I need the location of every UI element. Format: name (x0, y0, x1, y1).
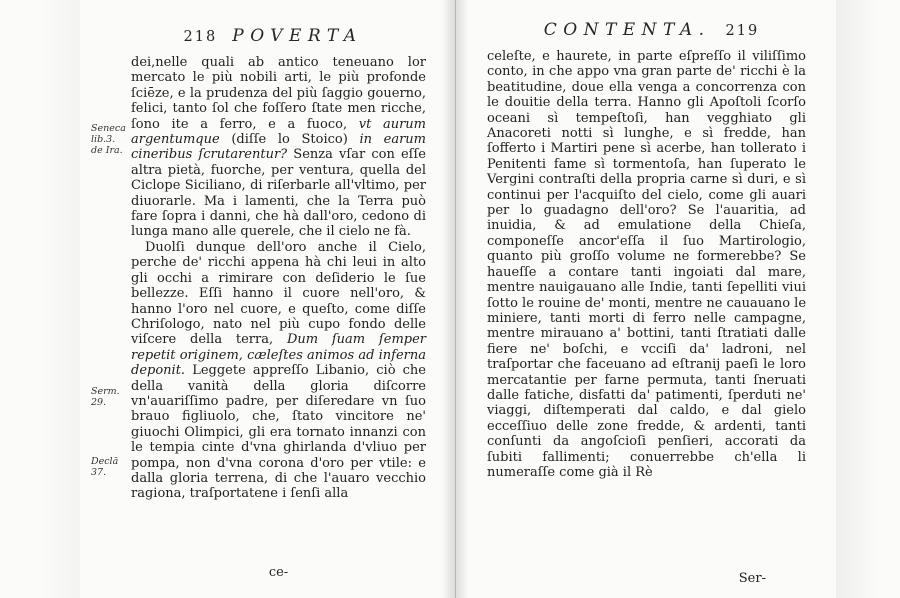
right-page-edge-shading (836, 0, 880, 598)
book-gutter-line (455, 0, 456, 598)
right-running-header (487, 20, 806, 40)
right-paragraph-1: celeſte, e haurete, in parte eſpreſſo il viliſſimo conto, in che appo vna gran parte de' ricchi è la beatitudine, doue ella venga a concorrenza con le douitie della terra. Hanno gli Apoſtoli ſcorſo oceani sì tempeſtoſi, han vegghiato gli Anacoreti notti sì lunghe, e sì fredde, han ſofferto i Martiri pene sì acerbe, han tollerato i Penitenti fame sì tormentoſa, han ſuperato le Vergini contraſti della propria carne sì duri, e sì continui per l'acquiſto del cielo, come gli auari per lo guadagno dell'oro? Se l'auaritia, ad inuidia, & ad emulatione della Chieſa, componeſſe ancor'eſſa il ſuo Martirologio, quanto più groſſo volume ne formerebbe? Se haueſſe a contare tanti ingoiati dal mare, mentre nauigauano alle Indie, tanti ſepelliti viui ſotto le rouine de' monti, mentre ne cauauano le miniere, tanti morti di ferro nelle campagne, mentre mirauano a' bottini, tanti ſtratiati dalle fiere ne' boſchi, e vcciſi da' ladroni, nel traſportar che faceuano ad eſtranij paeſi le loro mercatantie per farne permuta, tanti ſneruati dalle fatiche, disfatti da' patimenti, ſperduti ne' viaggi, diſtemperati dal caldo, e dal gielo ecceſſiuo delle zone fredde, & ardenti, tanti conſunti da angoſcioſi penſieri, accorati da ſubiti fallimenti; conuerrebbe ch'ella li numeraſſe come già il Rè (487, 49, 807, 480)
margin-note-serm: Serm. 29. (91, 386, 120, 408)
left-catchword: ce- (268, 565, 289, 580)
left-running-header (130, 26, 426, 46)
left-paragraph-1: dei,nelle quali ab antico teneuano lor mercato le più nobili arti, le più profonde ſciēze, e la prudenza del più ſaggio gouerno, felici, tanto ſol che foſſero ſtate men ricche, ſono ite a ferro, e a fuoco, vt aurum argentumque (diſſe lo Stoico) in earum cineribus ſcrutarentur? Senza vſar con eſſe altra pietà, fuorche, per ventura, quella del Ciclope Siciliano, di riſerbarle all'vltimo, per diuorarle. Ma i lamenti, che la Terra può fare ſopra i danni, che hà dall'oro, cedono di lunga mano alle querele, che il cielo ne fà. (131, 55, 427, 240)
right-catchword: Ser- (738, 571, 766, 586)
margin-note-declam: Declā 37. (91, 456, 119, 478)
left-running-title: POVERTA (232, 26, 363, 46)
right-page-number: 219 (725, 23, 760, 39)
left-page-edge-shading (40, 0, 80, 598)
left-text-column (131, 55, 426, 502)
left-paragraph-2: Duolſi dunque dell'oro anche il Cielo, perche de' ricchi appena hà chi leui in alto gli occhi a rimirare con deſiderio le ſue bellezze. Eſſi hanno il cuore nell'oro, & hanno l'oro nel cuore, e queſto, come diſſe Chriſologo, nato nel più cupo fondo delle viſcere della terra, Dum ſuam ſemper repetit originem, cæleſtes animos ad inferna deponit. Leggete appreſſo Libanio, ciò che della vanità della gloria diſcorre vn'auariſſimo padre, per diſeredare vn ſuo brauo figliuolo, che, ſtato vincitore ne' giuochi Olimpici, gli era tornato innanzi con le tempia cinte d'vna ghirlanda d'vliuo per pompa, non d'vna corona d'oro per vtile: e dalla gloria terrena, di che l'auaro vecchio ragiona, traſportatene i ſenſi alla (131, 239, 426, 502)
right-text-column (487, 49, 806, 480)
left-page-number: 218 (183, 29, 218, 45)
right-running-title: CONTENTA. (543, 20, 711, 40)
margin-note-seneca: Seneca lib.3. de Ira. (91, 123, 126, 156)
